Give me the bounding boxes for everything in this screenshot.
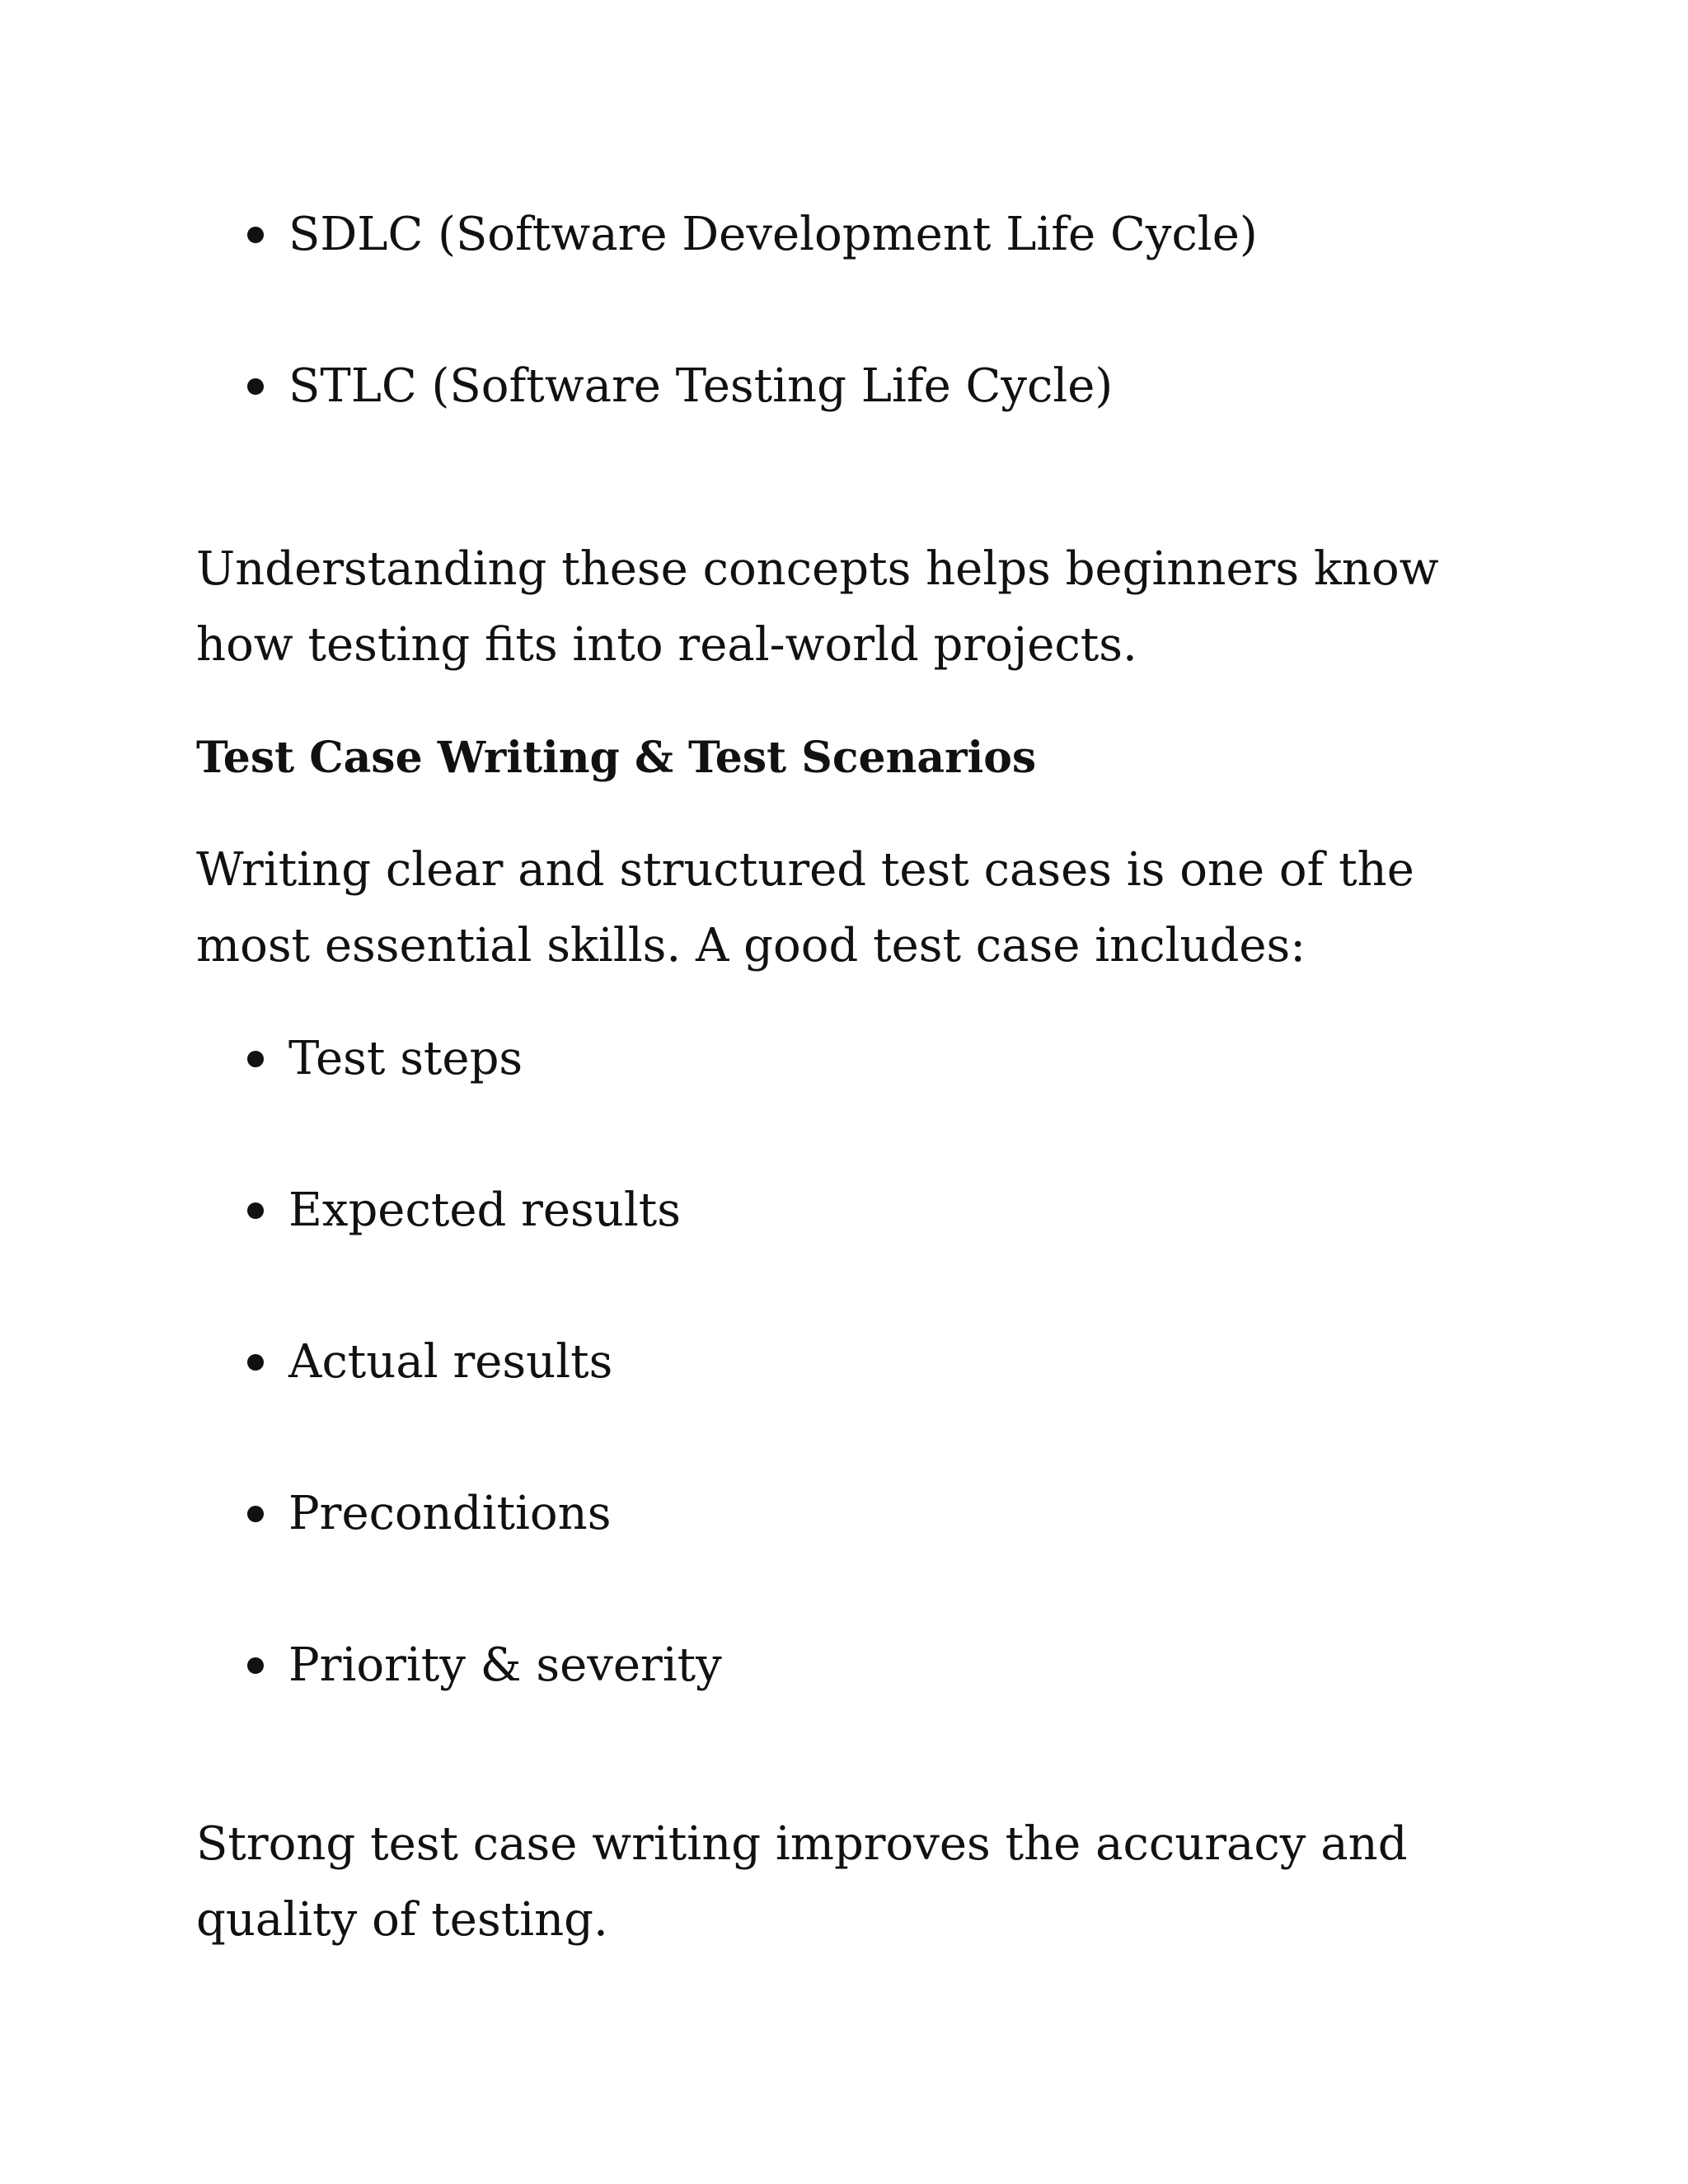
- bullet-icon: [247, 1506, 264, 1522]
- paragraph: Writing clear and structured test cases is one of the most essential skills. A good test case includes:: [196, 843, 1414, 972]
- bullet-icon: [247, 227, 264, 243]
- list-item-text: SDLC (Software Development Life Cycle): [288, 208, 1258, 261]
- bullet-icon: [247, 1051, 264, 1067]
- list-item: [247, 358, 1113, 415]
- list-item: [247, 1637, 722, 1694]
- list-item: [247, 1333, 612, 1391]
- list-item: [247, 206, 1258, 264]
- list-item-text: Preconditions: [288, 1487, 612, 1540]
- list-item-text: Test steps: [288, 1032, 523, 1085]
- list-item-text: Priority & severity: [288, 1638, 722, 1692]
- list-item-text: Actual results: [288, 1335, 613, 1389]
- section-heading: Test Case Writing & Test Scenarios: [196, 733, 1037, 783]
- paragraph: Understanding these concepts helps beginners know how testing fits into real-world projects.: [196, 542, 1439, 672]
- list-item-text: Expected results: [288, 1183, 681, 1237]
- bullet-icon: [247, 1202, 264, 1219]
- list-item: [247, 1030, 523, 1088]
- bullet-icon: [247, 378, 264, 395]
- list-item-text: STLC (Software Testing Life Cycle): [288, 359, 1114, 413]
- list-item: [247, 1485, 611, 1543]
- paragraph: Strong test case writing improves the accuracy and quality of testing.: [196, 1817, 1408, 1947]
- list-item: [247, 1182, 681, 1240]
- bullet-icon: [247, 1354, 264, 1371]
- bullet-icon: [247, 1657, 264, 1674]
